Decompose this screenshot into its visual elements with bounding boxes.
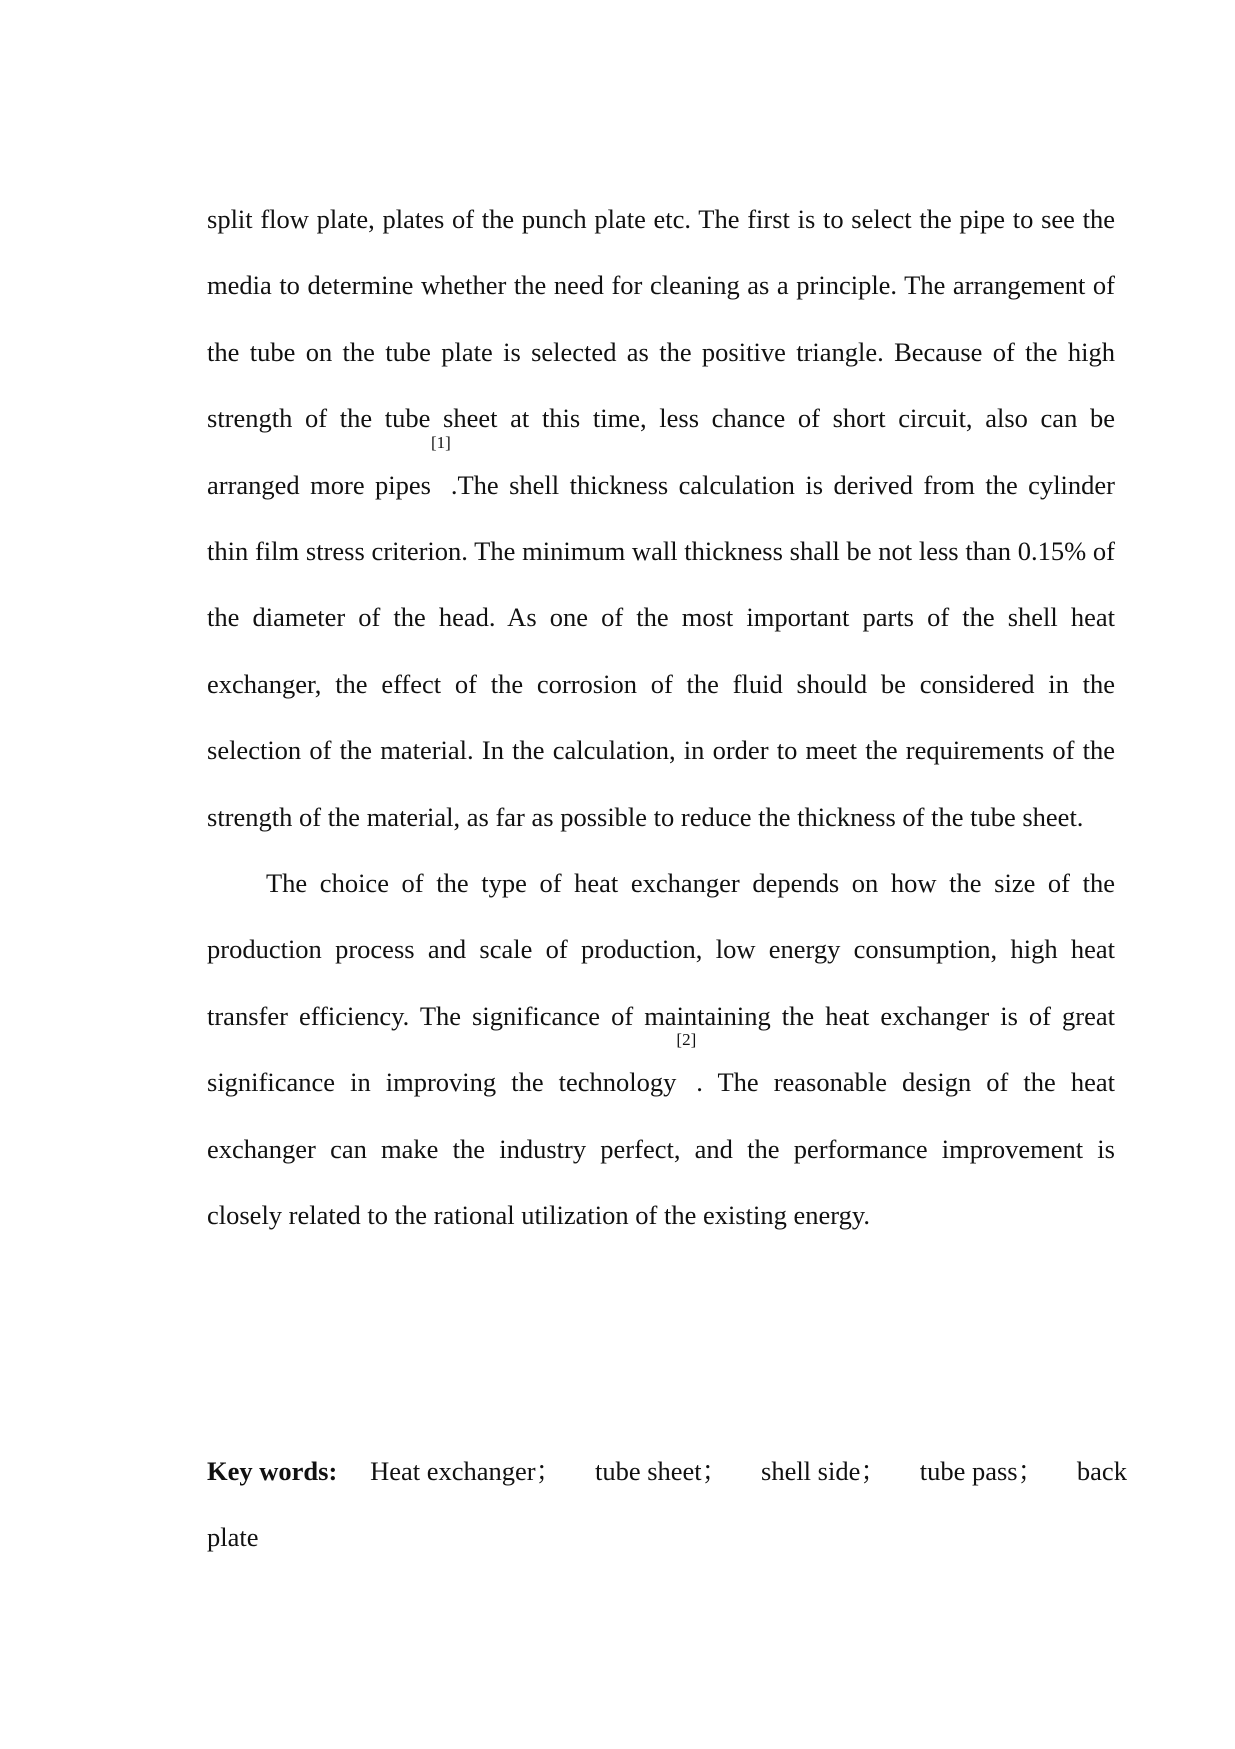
paragraph-1: [207, 186, 1115, 850]
paragraph-1-text-part-2: .The shell thickness calculation is derived from the cylinder thin film stress criterion. The minimum wall thickness shall be not less than 0.15% of the diameter of the head. As one of the most important parts of the shell heat exchanger, the effect of the corrosion of the fluid should be considered in the selection of the material. In the calculation, in order to meet the requirements of the strength of the material, as far as possible to reduce the thickness of the tube sheet.: [207, 469, 1116, 832]
keyword-item: back: [1076, 1456, 1127, 1486]
paragraph-1-text-part-1: split flow plate, plates of the punch plate etc. The first is to select the pipe to see the media to determine whether the need for cleaning as a principle. The arrangement of the tube on the tube plate is selected as the positive triangle. Because of the high strength of the tube sheet at this time, less chance of short circuit, also can be arranged more pipes: [207, 204, 1115, 500]
keyword-item: Heat exchanger；: [370, 1456, 563, 1486]
keywords-label: Key words:: [207, 1456, 338, 1486]
paragraph-2-text-part-2: . The reasonable design of the heat exchanger can make the industry perfect, and the performance improvement is closely related to the rational utilization of the existing energy.: [207, 1067, 1115, 1231]
keyword-continuation: plate: [207, 1522, 259, 1553]
citation-2: [2]: [676, 1030, 697, 1050]
abstract-body: [207, 186, 1115, 1249]
paragraph-2-text-part-1: The choice of the type of heat exchanger depends on how the size of the production process and scale of production, low energy consumption, high heat transfer efficiency. The significance of maintaining the heat exchanger is of great significance in improving the technology: [207, 868, 1115, 1098]
citation-1: [1]: [430, 432, 451, 452]
keywords-section: [207, 1438, 1127, 1571]
keyword-item: tube sheet；: [594, 1456, 729, 1486]
keyword-item: shell side；: [761, 1456, 887, 1486]
keywords-row: [207, 1438, 1127, 1504]
keyword-item: tube pass；: [919, 1456, 1045, 1486]
paragraph-2: [207, 850, 1115, 1248]
